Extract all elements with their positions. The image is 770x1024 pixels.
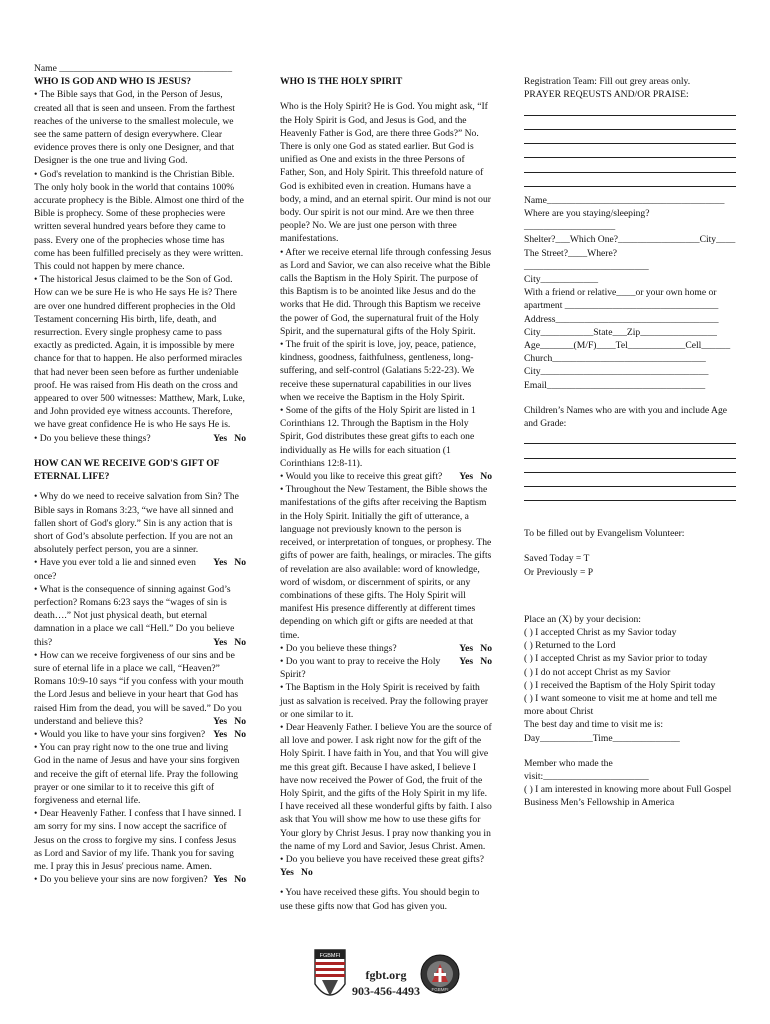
question-told-lie — [34, 556, 246, 582]
yes-no-options[interactable]: Yes No — [459, 642, 492, 654]
question-text: • Would you like to receive this great gift? — [280, 471, 443, 483]
church-city-field[interactable]: City___________________________________ — [524, 366, 709, 378]
question-receive-gift — [280, 470, 492, 483]
question-sins-now-forgiven — [34, 873, 246, 886]
paragraph-prayer-holy-spirit: • Dear Heavenly Father. I believe You are the source of all love and power. I ask right now for the gift of the Holy Spirit. I have faith in You, and that You will give me this great gift. Because I have asked, I believe I have now received the Power of God, the fruit of the Holy Spirit, and the gifts of the Holy Spirit in my life. I have received all these wonderful gifts by faith. I also ask that You will show me how to use these gifts for Your glory by Christ Jesus. I pray now thanking you in the name of my Lord and Savior, Jesus Christ. Amen. — [280, 721, 492, 852]
street-field[interactable]: The Street?____Where?__________________________ — [524, 247, 649, 272]
yes-no-options[interactable]: Yes No — [213, 728, 246, 740]
prayer-line[interactable] — [524, 173, 736, 187]
paragraph-baptism-faith: • The Baptism in the Holy Spirit is received by faith just as salvation is received. Pray the following prayer or one similar to it. — [280, 682, 489, 720]
name-field-label[interactable]: Name ____________________________________ — [34, 63, 232, 74]
question-text: • Do you believe you have received these great gifts? — [280, 853, 484, 865]
shelter-field[interactable]: Shelter?___Which One?_________________City____ — [524, 234, 736, 246]
heading-eternal-life: HOW CAN WE RECEIVE GOD'S GIFT OF ETERNAL LIFE? — [34, 457, 220, 483]
email-field[interactable]: Email_________________________________ — [524, 379, 706, 391]
decision-visit[interactable]: ( ) I want someone to visit me at home and tell me more about Christ — [524, 692, 717, 718]
paragraph-creation: • The Bible says that God, in the Person of Jesus, created all that is seen and unseen. From the farthest reaches of the universe to the smallest molecule, we see the same pattern of design everywhere. Clear evidence proves there is only one Designer, and that Designer is the one true and living God. — [34, 89, 235, 167]
fgbmfi-seal-logo — [420, 954, 460, 994]
yes-no-options[interactable]: Yes No — [459, 471, 492, 483]
decision-accepted-prior[interactable]: ( ) I accepted Christ as my Savior prior to today — [524, 653, 708, 665]
yes-no-options[interactable]: Yes No — [213, 557, 246, 569]
best-day-label: The best day and time to visit me is: — [524, 719, 664, 731]
member-visit-field[interactable]: Member who made the visit:______________________ — [524, 757, 649, 782]
prayer-line[interactable] — [524, 116, 736, 130]
svg-text:FGBMFI: FGBMFI — [431, 987, 449, 992]
flag-shield-logo — [312, 944, 348, 1010]
children-line[interactable] — [524, 430, 736, 444]
question-sins-forgiven — [34, 728, 246, 741]
address-field[interactable]: Address__________________________________ — [524, 313, 719, 325]
children-line[interactable] — [524, 487, 736, 501]
prayer-line[interactable] — [524, 102, 736, 116]
city-state-zip-field[interactable]: City___________State___Zip________________ — [524, 326, 717, 338]
children-line[interactable] — [524, 444, 736, 458]
question-text: • Do you believe these things? — [280, 642, 397, 654]
yes-no-options[interactable]: Yes No — [459, 655, 492, 667]
question-received-gifts — [280, 853, 492, 879]
decision-returned[interactable]: ( ) Returned to the Lord — [524, 640, 616, 652]
paragraph-prayer-salvation: • Dear Heavenly Father. I confess that I have sinned. I am sorry for my sins. I now accept the sacrifice of Jesus on the cross to forgive my sins. I confess Jesus as Lord and Savior of my life. Thank you for saving me. I pray this in Jesus' precious name. Amen. — [34, 808, 242, 873]
yes-no-options[interactable]: Yes No — [213, 432, 246, 444]
paragraph-revelation: • God's revelation to mankind is the Christian Bible. The only holy book in the world that contains 100% accurate prophecy is the Bible. Almost one third of the Bible is prophecy. Some of these prophecies were written several hundred years before they came to pass. Every one of the prophecies whose time has come has been fulfilled precisely as they were written. This could not happen by mere chance. — [34, 168, 244, 273]
question-believe-these — [280, 642, 492, 655]
phone-number[interactable]: 903-456-4493 — [352, 984, 420, 998]
paragraph-salvation: • Why do we need to receive salvation from Sin? The Bible says in Romans 3:23, “we have all sinned and fallen short of God's glory.” Sin is any action that is short of God’s absolute perfection. If you are not an absolutely perfect person, you are a sinner. — [34, 491, 239, 556]
column-left — [34, 62, 246, 886]
question-text: • Would you like to have your sins forgiven? — [34, 728, 206, 740]
apartment-field[interactable]: apartment ________________________________ — [524, 300, 719, 312]
question-text: • Have you ever told a lie and sinned even once? — [34, 557, 196, 582]
column-right — [524, 62, 736, 810]
staying-field[interactable]: Where are you staying/sleeping? ___________________ — [524, 207, 650, 233]
age-tel-cell-field[interactable]: Age_______(M/F)____Tel____________Cell______ — [524, 339, 731, 351]
heading-holy-spirit: WHO IS THE HOLY SPIRIT — [280, 76, 403, 88]
column-middle — [280, 62, 492, 913]
paragraph-who-is-holy-spirit: Who is the Holy Spirit? He is God. You might ask, “If the Holy Spirit is God, and Jesus is God, and the Heavenly Father is God, are there three Gods?” No. There is only one God as stated earlier. But God is unified as One and exists in the three Persons of Father, Son, and Holy Spirit. This threefold nature of God is exhibited even in creation. Humans have a body, a mind, and an eternal spirit. Our mind is not our body. Our spirit is not our mind. Are we then three people? No. We are just one person with three manifestations. — [280, 101, 491, 245]
children-line[interactable] — [524, 459, 736, 473]
church-field[interactable]: Church________________________________ — [524, 353, 706, 365]
prayer-line[interactable] — [524, 130, 736, 144]
footer — [0, 944, 770, 1024]
question-text: • Do you believe these things? — [34, 432, 151, 444]
prayer-requests-heading: PRAYER REQEUSTS AND/OR PRAISE: — [524, 89, 689, 101]
yes-no-options[interactable]: Yes No — [213, 715, 246, 727]
city-field[interactable]: City____________ — [524, 273, 599, 285]
question-text: • Do you believe your sins are now forgiven? — [34, 874, 208, 886]
paragraph-consequence: • What is the consequence of sinning against God’s perfection? Romans 6:23 says the “wages of sin is death….” Not just physical death, but eternal damnation in a place we call “Hell.” Do you believe this? — [34, 583, 235, 648]
children-heading: Children’s Names who are with you and include Age and Grade: — [524, 404, 728, 429]
interested-fgbmfi[interactable]: ( ) I am interested in knowing more about Full Gospel Business Men’s Fellowship in America — [524, 784, 732, 809]
svg-text:FGBMFI: FGBMFI — [319, 953, 341, 959]
answer-consequence — [34, 636, 246, 649]
decision-accepted-today[interactable]: ( ) I accepted Christ as my Savior today — [524, 626, 677, 638]
question-pray-holy-spirit — [280, 655, 492, 681]
yes-no-options[interactable]: Yes No — [213, 874, 246, 886]
yes-no-options[interactable]: Yes No — [280, 867, 313, 879]
registration-note: Registration Team: Fill out grey areas only. — [524, 76, 691, 88]
prayer-line[interactable] — [524, 144, 736, 158]
paragraph-gifts-spirit: • Some of the gifts of the Holy Spirit are listed in 1 Corinthians 12. Through the Baptism in the Holy Spirit, God distributes these great gifts to each one individually as He wills for each situation (1 Corinthians 12:8-11). — [280, 405, 476, 469]
previously-key: Or Previously = P — [524, 566, 594, 578]
paragraph-use-gifts: • You have received these gifts. You should begin to use these gifts now that God has given you. — [280, 887, 480, 912]
paragraph-fruit-spirit: • The fruit of the spirit is love, joy, peace, patience, kindness, goodness, faithfulness, gentleness, long-suffering, and self-control (Galatians 5:22-23). We receive these supernatural capabilities in our lives when we receive the Baptism in the Holy Spirit. — [280, 339, 476, 403]
children-line[interactable] — [524, 473, 736, 487]
paragraph-forgiveness: • How can we receive forgiveness of our sins and be sure of eternal life in a place we call, “Heaven?” Romans 10:9-10 says “if you confess with your mouth the Lord Jesus and believe in your heart that God has raised Him from the dead, you will be saved.” Do you understand and believe this? — [34, 649, 244, 727]
website-link[interactable]: fgbt.org — [365, 968, 407, 982]
volunteer-heading: To be filled out by Evangelism Volunteer: — [524, 528, 685, 540]
name-field[interactable]: Name_____________________________________ — [524, 194, 725, 206]
yes-no-options[interactable]: Yes No — [213, 636, 246, 648]
heading-who-is-god: WHO IS GOD AND WHO IS JESUS? — [34, 76, 192, 88]
prayer-line[interactable] — [524, 158, 736, 172]
question-text: • Do you want to pray to receive the Holy Spirit? — [280, 655, 441, 681]
friend-relative-field[interactable]: With a friend or relative____or your own home or — [524, 287, 717, 299]
paragraph-baptism: • After we receive eternal life through confessing Jesus as Lord and Savior, we can also receive what the Bible calls the Baptism in the Holy Spirit. The purpose of this Baptism is to be anointed like Jesus and do the works that He did. Through this Baptism we receive the power of God, the supernatural fruit of the Holy Spirit, and the supernatural gifts of the Holy Spirit. — [280, 246, 492, 337]
decision-not-accept[interactable]: ( ) I do not accept Christ as my Savior — [524, 666, 671, 678]
saved-today-key: Saved Today = T — [524, 553, 590, 565]
decision-instruction: Place an (X) by your decision: — [524, 613, 641, 625]
decision-baptism[interactable]: ( ) I received the Baptism of the Holy Spirit today — [524, 679, 716, 691]
paragraph-manifestations: • Throughout the New Testament, the Bible shows the manifestations of the gifts after receiving the Baptism in the Holy Spirit. Initially the gift of utterance, a language not previously known to the person is received, or interpretation of tongues, or prophesy. The gifts of power are faith, healings, or miracles. The gifts of revelation are also available: word of knowledge, word of wisdom, or discernment of spirits, or any combinations of these gifts. The Holy Spirit will manifest His presence differently at different times depending on which gift or gifts are needed at that time. — [280, 484, 492, 641]
day-time-field[interactable]: Day___________Time______________ — [524, 732, 680, 744]
question-believe-things — [34, 432, 246, 445]
paragraph-pray-now: • You can pray right now to the one true and living God in the name of Jesus and have your sins forgiven and receive the gift of eternal life. Pray the following prayer or one similar to it to receive this gift of forgiveness and eternal life. — [34, 742, 240, 806]
paragraph-historical-jesus: • The historical Jesus claimed to be the Son of God. How can we be sure He is who He says He is? There are over one hundred different prophecies in the Old Testament concerning His birth, life, death, and resurrection. Every single prophesy came to pass exactly as predicted. Again, it is impossible by mere chance for that to happen. He also performed miracles that had never been seen before as further undeniable proof. He was raised from His death on the cross and appeared to over 500 witnesses: Matthew, Mark, Luke, and John provided eye witness accounts. Therefore, we have great confidence He is who He says He is. — [34, 274, 245, 431]
